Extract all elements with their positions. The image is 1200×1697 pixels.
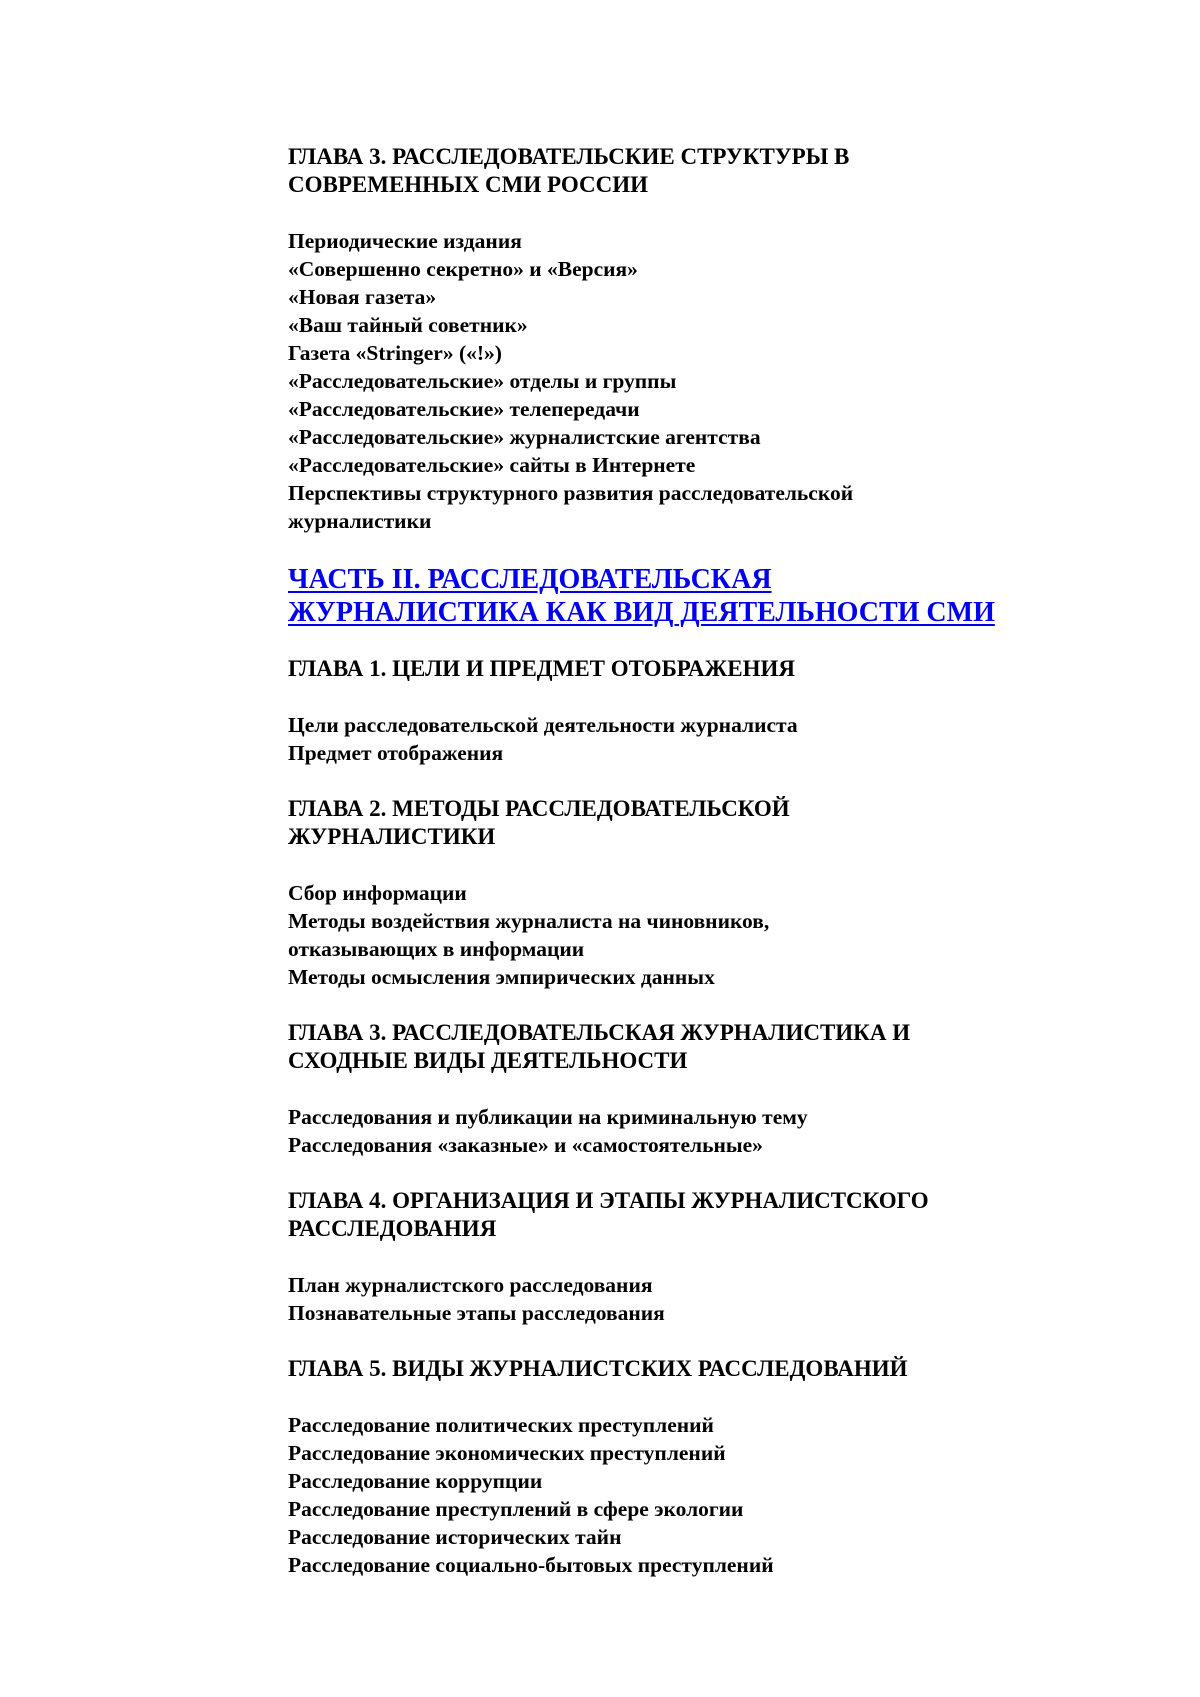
toc-item[interactable]: План журналистского расследования [288, 1273, 653, 1297]
toc-item[interactable]: отказывающих в информации [288, 937, 585, 961]
part-block [288, 563, 1048, 629]
chapter-block [288, 655, 1048, 767]
part-link[interactable]: ЖУРНАЛИСТИКА КАК ВИД ДЕЯТЕЛЬНОСТИ СМИ [288, 597, 995, 628]
toc-item[interactable]: Расследования и публикации на криминальную тему [288, 1105, 808, 1129]
chapter-items [288, 227, 1048, 535]
chapter-heading[interactable]: ГЛАВА 3. РАССЛЕДОВАТЕЛЬСКАЯ ЖУРНАЛИСТИКА И [288, 1020, 911, 1045]
chapter-heading[interactable]: ГЛАВА 1. ЦЕЛИ И ПРЕДМЕТ ОТОБРАЖЕНИЯ [288, 656, 795, 681]
chapter-block [288, 1355, 1048, 1579]
chapter-items [288, 1103, 1048, 1159]
spacer [288, 535, 1048, 563]
chapter-heading[interactable]: ГЛАВА 3. РАССЛЕДОВАТЕЛЬСКИЕ СТРУКТУРЫ В [288, 144, 850, 169]
chapter-heading[interactable]: СОВРЕМЕННЫХ СМИ РОССИИ [288, 172, 649, 197]
toc-item[interactable]: Методы осмысления эмпирических данных [288, 965, 715, 989]
toc-item[interactable]: «Совершенно секретно» и «Версия» [288, 257, 638, 281]
toc-item[interactable]: Расследование социально-бытовых преступлений [288, 1553, 774, 1577]
toc-item[interactable]: Методы воздействия журналиста на чиновников, [288, 909, 770, 933]
toc-item[interactable]: Предмет отображения [288, 741, 504, 765]
spacer [288, 991, 1048, 1019]
chapter-items [288, 1271, 1048, 1327]
toc-item[interactable]: Периодические издания [288, 229, 522, 253]
chapter-block [288, 1187, 1048, 1327]
chapter-items [288, 711, 1048, 767]
toc-item[interactable]: Расследование коррупции [288, 1469, 543, 1493]
spacer [288, 1159, 1048, 1187]
toc-item[interactable]: «Ваш тайный советник» [288, 313, 528, 337]
chapter-block [288, 143, 1048, 535]
spacer [288, 767, 1048, 795]
chapter-items [288, 1411, 1048, 1579]
chapter-block [288, 1019, 1048, 1159]
chapter-heading[interactable]: ГЛАВА 2. МЕТОДЫ РАССЛЕДОВАТЕЛЬСКОЙ [288, 796, 790, 821]
toc-item[interactable]: «Новая газета» [288, 285, 437, 309]
toc-item[interactable]: «Расследовательские» телепередачи [288, 397, 640, 421]
chapter-block [288, 795, 1048, 991]
chapter-heading[interactable]: РАССЛЕДОВАНИЯ [288, 1216, 497, 1241]
toc-item[interactable]: Цели расследовательской деятельности журналиста [288, 713, 798, 737]
toc-item[interactable]: «Расследовательские» сайты в Интернете [288, 453, 696, 477]
toc-item[interactable]: Расследования «заказные» и «самостоятельные» [288, 1133, 763, 1157]
chapter-heading[interactable]: СХОДНЫЕ ВИДЫ ДЕЯТЕЛЬНОСТИ [288, 1048, 688, 1073]
toc-item[interactable]: Расследование преступлений в сфере экологии [288, 1497, 744, 1521]
chapter-heading[interactable]: ГЛАВА 4. ОРГАНИЗАЦИЯ И ЭТАПЫ ЖУРНАЛИСТСКОГО [288, 1188, 929, 1213]
toc-item[interactable]: Познавательные этапы расследования [288, 1301, 665, 1325]
chapter-heading[interactable]: ГЛАВА 5. ВИДЫ ЖУРНАЛИСТСКИХ РАССЛЕДОВАНИЙ [288, 1356, 908, 1381]
toc-item[interactable]: Расследование исторических тайн [288, 1525, 622, 1549]
toc-item[interactable]: Расследование политических преступлений [288, 1413, 714, 1437]
spacer [288, 1327, 1048, 1355]
toc-item[interactable]: «Расследовательские» журналистские агентства [288, 425, 761, 449]
toc-item[interactable]: «Расследовательские» отделы и группы [288, 369, 677, 393]
toc-item[interactable]: Перспективы структурного развития расследовательской [288, 481, 854, 505]
toc-item[interactable]: Расследование экономических преступлений [288, 1441, 726, 1465]
toc-item[interactable]: Сбор информации [288, 881, 467, 905]
toc-item[interactable]: Газета «Stringer» («!») [288, 341, 502, 365]
chapter-items [288, 879, 1048, 991]
spacer [288, 629, 1048, 655]
chapter-heading[interactable]: ЖУРНАЛИСТИКИ [288, 824, 496, 849]
part-link[interactable]: ЧАСТЬ II. РАССЛЕДОВАТЕЛЬСКАЯ [288, 564, 772, 595]
table-of-contents [288, 143, 1048, 1579]
toc-item[interactable]: журналистики [288, 509, 432, 533]
